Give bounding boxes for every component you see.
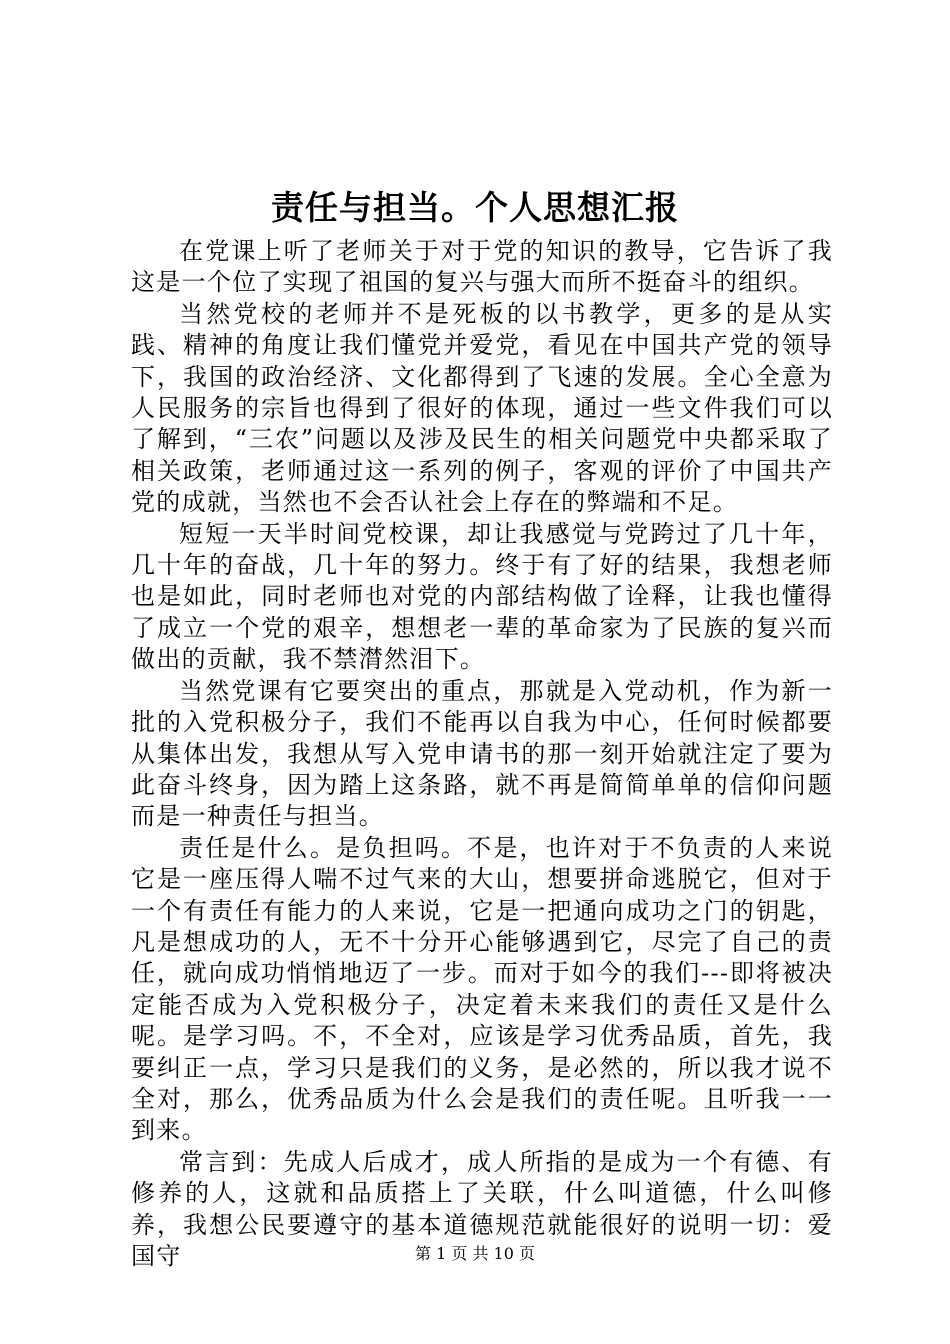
document-title: 责任与担当。个人思想汇报 (271, 188, 679, 227)
page-number-footer: 第 1 页 共 10 页 (415, 1244, 535, 1263)
document-body (131, 236, 833, 1272)
paragraph-1: 在党课上听了老师关于对于党的知识的教导，它告诉了我这是一个位了实现了祖国的复兴与强大而所不挺奋斗的组织。 (131, 237, 833, 297)
paragraph-2: 当然党校的老师并不是死板的以书教学，更多的是从实践、精神的角度让我们懂党并爱党，看见在中国共产党的领导下，我国的政治经济、文化都得到了飞速的发展。全心全意为人民服务的宗旨也得到了很好的体现，通过一些文件我们可以了解到，“三农”问题以及涉及民生的相关问题党中央都采取了相关政策，老师通过这一系列的例子，客观的评价了中国共产党的成就，当然也不会否认社会上存在的弊端和不足。 (131, 299, 833, 517)
paragraph-5: 责任是什么。是负担吗。不是，也许对于不负责的人来说它是一座压得人喘不过气来的大山，想要拼命逃脱它，但对于一个有责任有能力的人来说，它是一把通向成功之门的钥匙，凡是想成功的人，无不十分开心能够遇到它，尽完了自己的责任，就向成功悄悄地迈了一步。而对于如今的我们---即将被决定能否成为入党积极分子，决定着未来我们的责任又是什么呢。是学习吗。不，不全对，应该是学习优秀品质，首先，我要纠正一点，学习只是我们的义务，是必然的，所以我才说不全对，那么，优秀品质为什么会是我们的责任呢。且听我一一到来。 (131, 833, 833, 1145)
paragraph-4: 当然党课有它要突出的重点，那就是入党动机，作为新一批的入党积极分子，我们不能再以自我为中心，任何时候都要从集体出发，我想从写入党申请书的那一刻开始就注定了要为此奋斗终身，因为踏上这条路，就不再是简简单单的信仰问题而是一种责任与担当。 (131, 676, 833, 831)
paragraph-6: 常言到：先成人后成才，成人所指的是成为一个有德、有修养的人，这就和品质搭上了关联，什么叫道德，什么叫修养，我想公民要遵守的基本道德规范就能很好的说明一切：爱国守 (131, 1147, 833, 1270)
paragraph-3: 短短一天半时间党校课，却让我感觉与党跨过了几十年，几十年的奋战，几十年的努力。终于有了好的结果，我想老师也是如此，同时老师也对党的内部结构做了诠释，让我也懂得了成立一个党的艰辛，想想老一辈的革命家为了民族的复兴而做出的贡献，我不禁潸然泪下。 (131, 519, 833, 674)
